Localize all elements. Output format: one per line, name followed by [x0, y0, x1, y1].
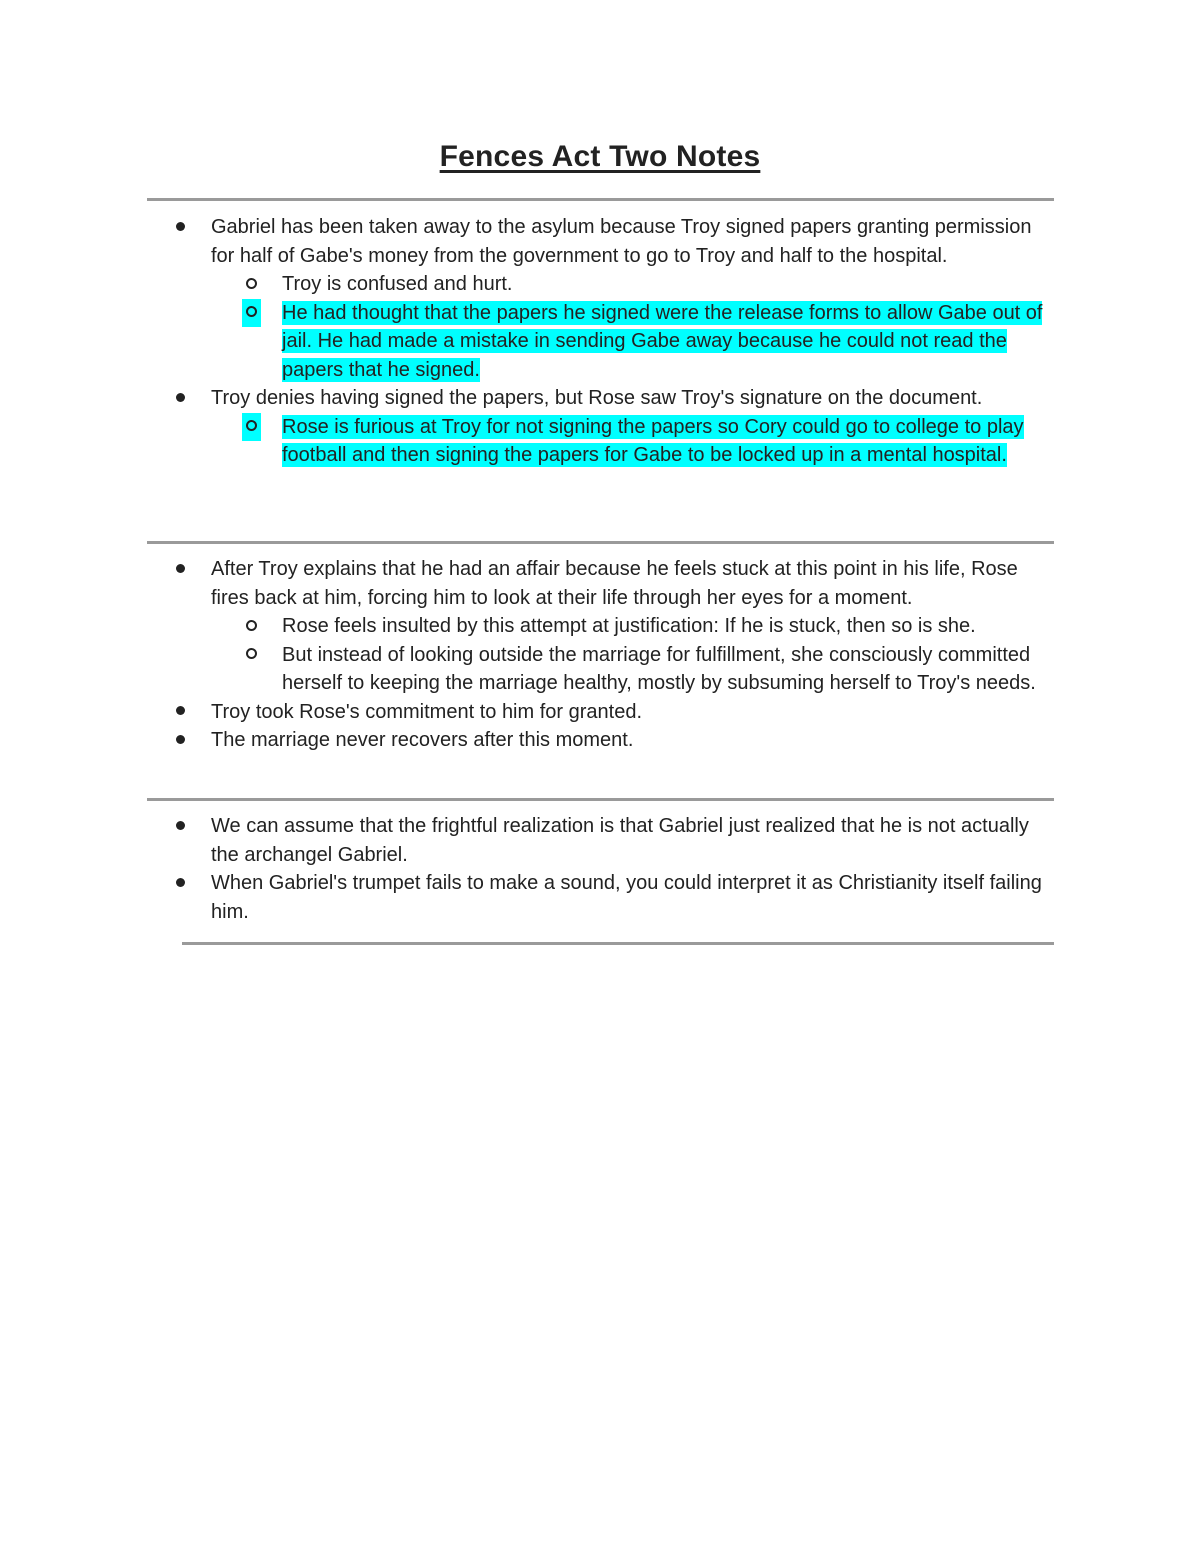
- section-divider: [182, 942, 1054, 945]
- hollow-bullet-icon: [242, 299, 261, 328]
- bullet-text: Troy denies having signed the papers, but Rose saw Troy's signature on the document.: [211, 387, 983, 409]
- sub-bullet-item: [0, 641, 1047, 698]
- bullet-item: [0, 869, 1047, 926]
- bullet-item: [0, 384, 1047, 413]
- highlighted-text: Rose is furious at Troy for not signing the papers so Cory could go to college to play football and then signing the papers for Gabe to be locked up in a mental hospital.: [282, 415, 1024, 466]
- section-divider: [147, 198, 1054, 201]
- sub-bullet-item: [0, 612, 1047, 641]
- section-divider: [147, 798, 1054, 801]
- bullet-text: Troy took Rose's commitment to him for granted.: [211, 700, 643, 723]
- highlighted-sub-bullet-item: [0, 413, 1047, 470]
- bullet-item: [0, 698, 1047, 727]
- hollow-bullet-icon: [246, 612, 257, 641]
- filled-bullet-icon: [176, 555, 185, 584]
- bullet-text: Troy is confused and hurt.: [282, 273, 513, 295]
- notes-section-3: [0, 812, 1200, 926]
- document-title: Fences Act Two Notes: [439, 140, 761, 173]
- filled-bullet-icon: [176, 384, 185, 413]
- hollow-bullet-icon: [246, 641, 257, 670]
- hollow-bullet-icon: [246, 270, 257, 299]
- bullet-text: When Gabriel's trumpet fails to make a sound, you could interpret it as Christianity itself failing him.: [211, 872, 1042, 923]
- highlighted-text: He had thought that the papers he signed were the release forms to allow Gabe out of jail. He had made a mistake in sending Gabe away because he could not read the papers that he signed.: [282, 301, 1043, 381]
- bullet-text: The marriage never recovers after this moment.: [211, 729, 634, 751]
- bullet-item: [0, 555, 1047, 612]
- filled-bullet-icon: [176, 869, 185, 898]
- filled-bullet-icon: [176, 812, 185, 841]
- highlighted-sub-bullet-item: [0, 299, 1047, 385]
- bullet-text: After Troy explains that he had an affair because he feels stuck at this point in his life, Rose fires back at him, forcing him to look at their life through her eyes for a moment.: [211, 558, 1018, 609]
- filled-bullet-icon: [176, 213, 185, 242]
- notes-section-1: [0, 213, 1200, 470]
- section-divider: [147, 541, 1054, 544]
- filled-bullet-icon: [176, 726, 185, 755]
- bullet-item: [0, 213, 1047, 270]
- hollow-bullet-icon: [242, 413, 261, 442]
- bullet-item: [0, 726, 1047, 755]
- bullet-text: Rose feels insulted by this attempt at justification: If he is stuck, then so is she.: [282, 615, 976, 637]
- bullet-text: But instead of looking outside the marriage for fulfillment, she consciously committed herself to keeping the marriage healthy, mostly by subsuming herself to Troy's needs.: [282, 643, 1036, 694]
- sub-bullet-item: [0, 270, 1047, 299]
- notes-section-2: [0, 555, 1200, 755]
- bullet-item: [0, 812, 1047, 869]
- bullet-text: We can assume that the frightful realization is that Gabriel just realized that he is not actually the archangel Gabriel.: [211, 815, 1029, 866]
- bullet-text: Gabriel has been taken away to the asylum because Troy signed papers granting permission for half of Gabe's money from the government to go to Troy and half to the hospital.: [211, 216, 1032, 267]
- filled-bullet-icon: [176, 698, 185, 727]
